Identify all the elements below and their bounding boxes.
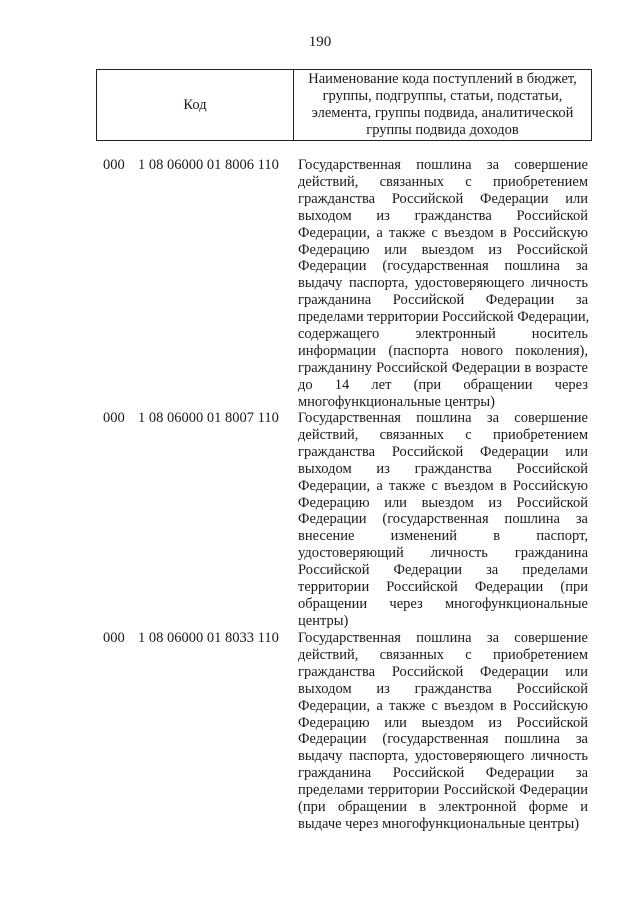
- description-line: Федерации, а также с въездом в Российскую: [298, 224, 588, 241]
- description-line: обращении через многофункциональные: [298, 595, 588, 612]
- description-line: центры): [298, 612, 349, 629]
- table-header: [96, 69, 592, 141]
- description-line: выдачу паспорта, удостоверяющего личность: [298, 748, 588, 765]
- row-description: [298, 410, 588, 630]
- description-line: многофункциональные центры): [298, 393, 495, 410]
- description-line: выходом из гражданства Российской: [298, 460, 588, 477]
- admin-code: 000: [103, 157, 125, 173]
- description-line: выдаче через многофункциональные центры): [298, 815, 580, 832]
- description-line: территории Российской Федерации (при: [298, 579, 588, 596]
- header-code-cell: Код: [97, 70, 294, 140]
- description-line: действий, связанных с приобретением: [298, 646, 588, 663]
- description-line: Федерацию или выездом из Российской: [298, 714, 588, 731]
- description-line: внесение изменений в паспорт,: [298, 528, 588, 545]
- description-line: до 14 лет (при обращении через: [298, 376, 588, 393]
- description-line: пределами территории Российской Федерации,: [298, 309, 590, 326]
- description-line: Федерации (государственная пошлина за: [298, 258, 588, 275]
- description-line: выходом из гражданства Российской: [298, 207, 588, 224]
- description-line: гражданина Российской Федерации за: [298, 765, 588, 782]
- row-description: [298, 157, 588, 411]
- description-line: гражданства Российской Федерации или: [298, 443, 588, 460]
- page-number: 190: [308, 34, 332, 50]
- description-line: Российской Федерации за пределами: [298, 562, 588, 579]
- description-line: Государственная пошлина за совершение: [298, 410, 588, 426]
- header-name-cell: Наименование кода поступлений в бюджет, группы, подгруппы, статьи, подстатьи, элемента, группы подвида, аналитической группы подвида доходов: [308, 71, 577, 138]
- description-line: гражданства Российской Федерации или: [298, 663, 588, 680]
- description-line: Федерацию или выездом из Российской: [298, 494, 588, 511]
- description-line: Федерации (государственная пошлина за: [298, 731, 588, 748]
- description-line: гражданину Российской Федерации в возрасте: [298, 359, 588, 376]
- description-line: пределами территории Российской Федерации: [298, 782, 588, 799]
- description-line: Федерации, а также с въездом в Российскую: [298, 477, 588, 494]
- description-line: действий, связанных с приобретением: [298, 173, 588, 190]
- description-line: выходом из гражданства Российской: [298, 680, 588, 697]
- description-line: гражданина Российской Федерации за: [298, 292, 588, 309]
- description-line: содержащего электронный носитель: [298, 326, 588, 343]
- row-description: [298, 630, 588, 833]
- description-line: гражданства Российской Федерации или: [298, 190, 588, 207]
- description-line: Государственная пошлина за совершение: [298, 157, 588, 173]
- description-line: Государственная пошлина за совершение: [298, 630, 588, 646]
- description-line: выдачу паспорта, удостоверяющего личность: [298, 275, 588, 292]
- description-line: действий, связанных с приобретением: [298, 426, 588, 443]
- budget-code: 1 08 06000 01 8007 110: [138, 410, 279, 426]
- description-line: Федерации (государственная пошлина за: [298, 511, 588, 528]
- description-line: удостоверяющий личность гражданина: [298, 545, 588, 562]
- description-line: (при обращении в электронной форме и: [298, 799, 588, 816]
- admin-code: 000: [103, 630, 125, 646]
- description-line: Федерации, а также с въездом в Российскую: [298, 697, 588, 714]
- description-line: Федерацию или выездом из Российской: [298, 241, 588, 258]
- budget-code: 1 08 06000 01 8006 110: [138, 157, 279, 173]
- description-line: информации (паспорта нового поколения),: [298, 342, 588, 359]
- admin-code: 000: [103, 410, 125, 426]
- budget-code: 1 08 06000 01 8033 110: [138, 630, 279, 646]
